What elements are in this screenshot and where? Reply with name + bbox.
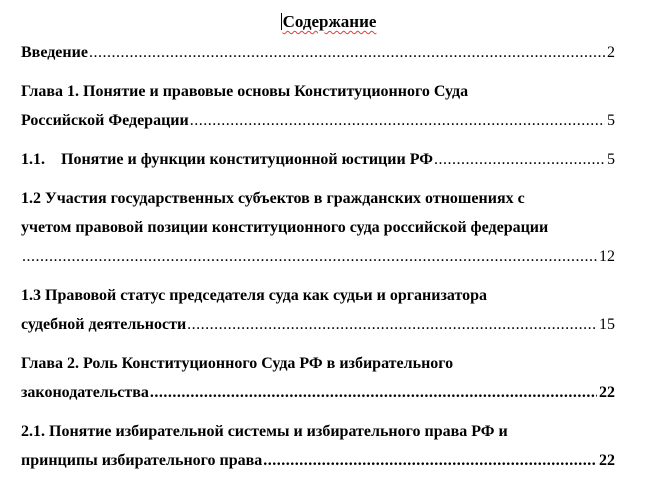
toc-entry-line — [21, 184, 615, 213]
toc-entry-label: учетом правовой позиции конституционного суда российской федерации — [21, 219, 549, 236]
toc-dot-leader — [434, 145, 605, 174]
toc-entry-label: принципы избирательного права — [21, 452, 263, 469]
toc-entry-label: законодательства — [21, 384, 149, 401]
toc-entry-text — [21, 310, 186, 339]
toc-page-number: 2 — [607, 44, 615, 61]
toc-entry-label: 1.2 Участия государственных субъектов в гражданских отношениях с — [21, 190, 525, 207]
toc-entry-line — [21, 446, 615, 475]
table-of-contents — [21, 38, 615, 485]
toc-dot-leader — [187, 310, 597, 339]
toc-entry-line — [21, 349, 615, 378]
toc-page-number: 5 — [607, 151, 615, 168]
toc-entry-text — [21, 38, 88, 67]
toc-entry-text — [21, 145, 433, 174]
toc-entry[interactable] — [21, 77, 615, 135]
toc-entry-label: 2.1. Понятие избирательной системы и избирательного права РФ и — [21, 423, 508, 440]
toc-entry-line — [21, 378, 615, 407]
toc-entry-text — [21, 446, 262, 475]
toc-entry-text — [21, 190, 525, 207]
toc-entry-label: Глава 1. Понятие и правовые основы Конституционного Суда — [21, 83, 469, 100]
toc-title — [0, 11, 657, 33]
toc-title-text: Содержание — [282, 12, 377, 31]
toc-entry-line — [21, 77, 615, 106]
toc-entry[interactable] — [21, 417, 615, 475]
toc-entry-line — [21, 281, 615, 310]
toc-entry[interactable] — [21, 184, 615, 271]
toc-entry-label: Введение — [21, 44, 88, 61]
toc-entry-line — [21, 106, 615, 135]
toc-entry-text — [21, 83, 468, 100]
toc-entry-text — [21, 378, 149, 407]
toc-page-number: 15 — [599, 316, 615, 333]
toc-page-number: 22 — [599, 452, 615, 469]
toc-entry-line — [21, 213, 615, 242]
toc-entry-line — [21, 417, 615, 446]
toc-page-number: 12 — [599, 248, 615, 265]
toc-entry-label: Глава 2. Роль Конституционного Суда РФ в избирательного — [21, 355, 454, 372]
toc-page-number: 5 — [607, 112, 615, 129]
toc-entry-text — [21, 287, 487, 304]
toc-entry-line — [21, 242, 615, 271]
toc-page-number: 22 — [599, 384, 615, 401]
toc-entry-number: 1.1. — [21, 151, 45, 168]
toc-entry-text — [21, 219, 548, 236]
toc-entry-line — [21, 145, 615, 174]
toc-entry-label: Российской Федерации — [21, 112, 189, 129]
toc-dot-leader — [150, 378, 597, 407]
toc-entry[interactable] — [21, 281, 615, 339]
toc-entry-line — [21, 310, 615, 339]
toc-entry-label: Понятие и функции конституционной юстиции РФ — [61, 151, 433, 168]
toc-entry[interactable] — [21, 145, 615, 174]
toc-dot-leader — [22, 242, 597, 271]
toc-entry[interactable] — [21, 38, 615, 67]
toc-dot-leader — [263, 446, 597, 475]
toc-entry[interactable] — [21, 349, 615, 407]
text-cursor — [281, 13, 282, 30]
toc-entry-label: 1.3 Правовой статус председателя суда как судьи и организатора — [21, 287, 487, 304]
toc-dot-leader — [89, 38, 605, 67]
toc-entry-text — [21, 106, 189, 135]
toc-dot-leader — [190, 106, 605, 135]
toc-entry-text — [21, 423, 508, 440]
toc-entry-label: судебной деятельности — [21, 316, 187, 333]
toc-entry-text — [21, 355, 453, 372]
toc-entry-line — [21, 38, 615, 67]
